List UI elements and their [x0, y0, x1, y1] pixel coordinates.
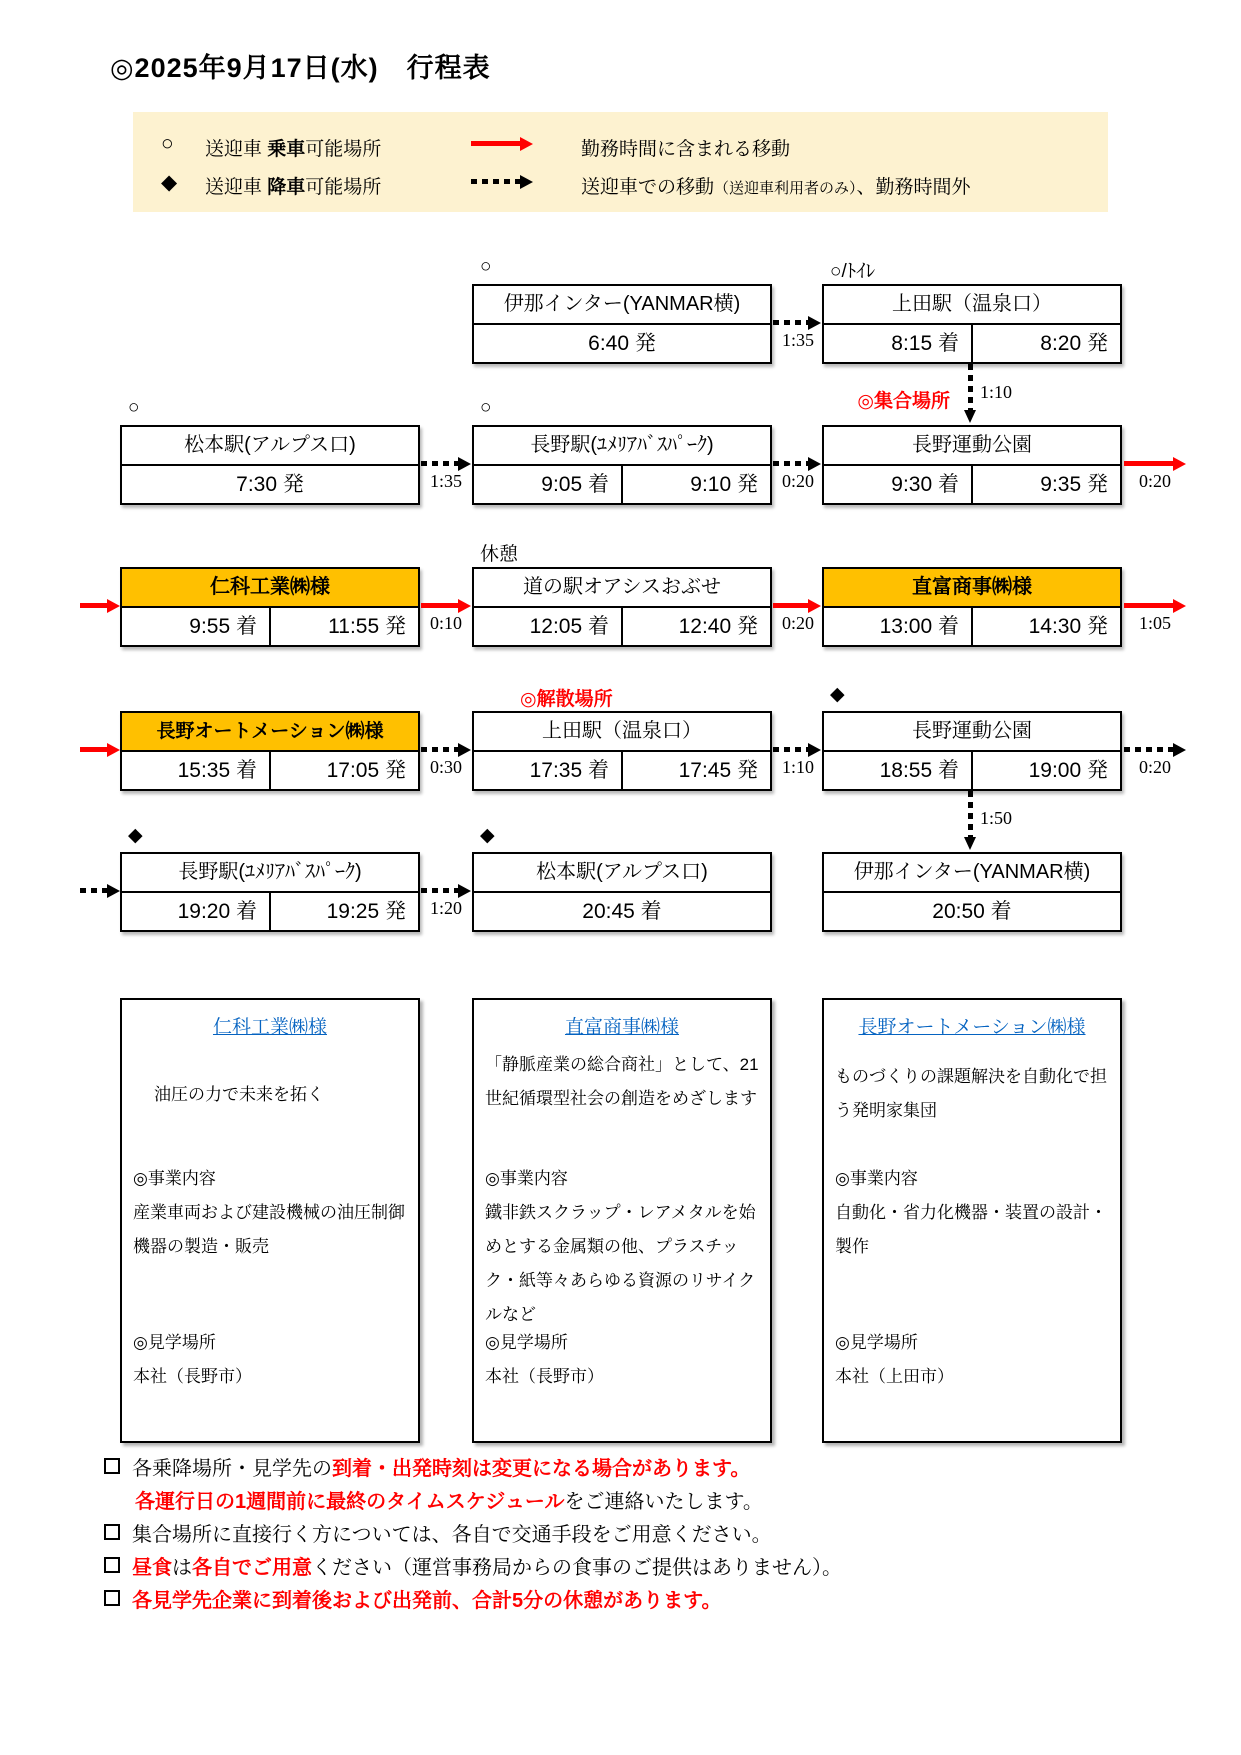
arrive-time: 9:05 着: [541, 473, 609, 496]
legend-alight-post: 可能場所: [305, 177, 382, 198]
station-name: 伊那インター(YANMAR横): [474, 286, 770, 325]
legend-work-move-label: 勤務時間に含まれる移動: [581, 139, 791, 160]
note-text-red: 到着・出発時刻は変更になる場合があります。: [332, 1458, 751, 1480]
shuttle-move-arrow: [773, 315, 821, 331]
work-move-arrow-icon: [471, 136, 533, 152]
station-michinoeki-obuse: [472, 544, 772, 647]
board-marker: ○: [480, 256, 492, 277]
meeting-point-label: ◎集合場所: [857, 391, 950, 412]
station-naotomi-shoji: [822, 567, 1122, 647]
legend-ride-post: 可能場所: [305, 139, 382, 160]
legend-alight-bold: 降車: [267, 177, 306, 198]
alight-marker: ◆: [830, 684, 845, 705]
duration-label: 0:20: [781, 613, 814, 633]
duration-label: 1:35: [429, 471, 462, 491]
station-undokoen-evening: [822, 684, 1122, 791]
station-name: 道の駅オアシスおぶせ: [474, 569, 770, 608]
legend-ride-bold: 乗車: [267, 139, 306, 160]
duration-label: 1:05: [1138, 613, 1171, 633]
visit-location: 本社（上田市）: [835, 1367, 954, 1386]
business-label: ◎事業内容: [133, 1169, 216, 1188]
note-final-timetable: [104, 1485, 763, 1514]
duration-label: 0:20: [1138, 471, 1171, 491]
duration-label: 1:50: [980, 808, 1013, 828]
legend-ride-pre: 送迎車: [205, 139, 268, 160]
depart-time: 8:20 発: [971, 325, 1120, 362]
station-nagano-automation: [120, 711, 420, 791]
note-text-red: 各自でご用意: [192, 1557, 312, 1579]
board-marker: ○: [480, 397, 492, 418]
company-stop-name: 長野オートメーション㈱様: [122, 713, 418, 752]
note-lunch: [104, 1551, 842, 1580]
station-name: 上田駅（温泉口）: [824, 286, 1120, 325]
arrive-time: 15:35 着: [177, 759, 257, 782]
depart-time: 9:35 発: [971, 466, 1120, 503]
visit-location: 本社（長野市）: [133, 1367, 252, 1386]
company-title: 直富商事㈱様: [564, 1017, 679, 1038]
shuttle-move-arrow: [421, 883, 471, 899]
company-card-nishina: [120, 998, 420, 1443]
checkbox-icon: [104, 1557, 120, 1573]
business-label: ◎事業内容: [485, 1169, 568, 1188]
note-break: [104, 1584, 722, 1613]
arrive-time: 8:15 着: [891, 332, 959, 355]
depart-time: 9:10 発: [621, 466, 770, 503]
note-text-red: 各運行日の1週間前に最終のタイムスケジュール: [135, 1491, 565, 1513]
dissolution-point-label: ◎解散場所: [520, 689, 613, 710]
legend-ride-label: [205, 134, 381, 161]
depart-time: 14:30 発: [971, 608, 1120, 645]
rest-label: 休憩: [480, 544, 519, 565]
visit-label: ◎見学場所: [835, 1333, 918, 1352]
station-matsumoto-night: [472, 825, 772, 932]
work-move-arrow: [80, 598, 120, 614]
depart-time: 12:40 発: [621, 608, 770, 645]
shuttle-move-arrow-vertical: [964, 364, 977, 423]
shuttle-move-arrow: [421, 456, 471, 472]
company-tagline: 油圧の力で未来を拓く: [154, 1085, 324, 1104]
legend-alight-pre: 送迎車: [205, 177, 268, 198]
station-name: 松本駅(アルプス口): [122, 427, 418, 466]
company-title: 長野オートメーション㈱様: [858, 1017, 1086, 1038]
arrive-time: 13:00 着: [879, 615, 959, 638]
legend-shuttle-main: 送迎車での移動: [581, 177, 715, 198]
circle-marker-icon: ○: [161, 132, 174, 155]
alight-marker: ◆: [128, 825, 143, 846]
note-direct-access: [104, 1518, 772, 1547]
company-card-naotomi: [472, 998, 772, 1443]
note-text-red: 昼食: [132, 1557, 172, 1579]
legend-shuttle-note: （送迎車利用者のみ）: [714, 180, 857, 197]
board-marker: ○: [128, 397, 140, 418]
depart-time: 7:30 発: [236, 473, 304, 496]
station-naganoeki-morning: [472, 397, 772, 505]
company-card-nagano-automation: [822, 998, 1122, 1443]
station-name: 松本駅(アルプス口): [474, 854, 770, 893]
company-title: 仁科工業㈱様: [212, 1017, 327, 1038]
shuttle-move-arrow: [1124, 742, 1186, 758]
legend-box: [133, 112, 1108, 212]
board-toilet-marker: ○/ﾄｲﾚ: [830, 261, 876, 282]
arrive-time: 17:35 着: [529, 759, 609, 782]
station-ina-inter-night: [822, 852, 1122, 932]
work-move-arrow: [80, 742, 120, 758]
shuttle-move-arrow: [773, 456, 821, 472]
depart-time: 11:55 発: [269, 608, 418, 645]
company-stop-name: 仁科工業㈱様: [122, 569, 418, 608]
depart-time: 17:45 発: [621, 752, 770, 789]
station-naganoeki-night: [120, 825, 420, 932]
note-text: 各乗降場所・見学先の: [132, 1458, 332, 1480]
duration-label: 0:20: [1138, 757, 1171, 777]
work-move-arrow: [1124, 598, 1186, 614]
duration-label: 1:35: [781, 330, 814, 350]
station-name: 長野駅(ﾕﾒﾘｱﾊﾞｽﾊﾟｰｸ): [122, 854, 418, 893]
checkbox-icon: [104, 1458, 120, 1474]
legend-shuttle-tail: 、勤務時間外: [856, 177, 971, 198]
shuttle-move-arrow: [421, 742, 471, 758]
arrive-time: 18:55 着: [879, 759, 959, 782]
page-title: ◎2025年9月17日(水) 行程表: [110, 53, 491, 83]
station-name: 長野運動公園: [824, 427, 1120, 466]
legend-shuttle-move-label: [581, 172, 971, 199]
business-description: 自動化・省力化機器・装置の設計・製作: [835, 1203, 1107, 1256]
shuttle-move-arrow: [773, 742, 821, 758]
note-text: をご連絡いたします。: [564, 1491, 763, 1513]
note-text: 集合場所に直接行く方については、各自で交通手段をご用意ください。: [132, 1524, 772, 1546]
arrive-time: 19:20 着: [177, 900, 257, 923]
arrive-time: 9:30 着: [891, 473, 959, 496]
station-ina-inter-morning: [472, 256, 772, 364]
business-description: 産業車両および建設機械の油圧制御機器の製造・販売: [133, 1203, 405, 1256]
station-undokoen-morning: [822, 425, 1122, 505]
visit-location: 本社（長野市）: [485, 1367, 604, 1386]
visit-label: ◎見学場所: [485, 1333, 568, 1352]
depart-time: 17:05 発: [269, 752, 418, 789]
station-matsumoto-morning: [120, 397, 420, 505]
business-description: 鐵非鉄スクラップ・レアメタルを始めとする金属類の他、プラスチック・紙等々あらゆる資源のリサイクルなど: [485, 1203, 756, 1324]
duration-label: 0:10: [429, 613, 462, 633]
duration-label: 1:10: [980, 382, 1013, 402]
visit-label: ◎見学場所: [133, 1333, 216, 1352]
checkbox-icon: [104, 1524, 120, 1540]
shuttle-move-arrow: [80, 883, 120, 899]
duration-label: 0:30: [429, 757, 462, 777]
depart-time: 6:40 発: [588, 332, 656, 355]
station-ueda-morning: [822, 261, 1122, 364]
station-name: 上田駅（温泉口）: [474, 713, 770, 752]
arrive-time: 9:55 着: [189, 615, 257, 638]
depart-time: 19:25 発: [269, 893, 418, 930]
arrive-time: 20:45 着: [582, 900, 662, 923]
station-name: 伊那インター(YANMAR横): [824, 854, 1120, 893]
depart-time: 19:00 発: [971, 752, 1120, 789]
company-tagline: 「静脈産業の総合商社」として、21世紀循環型社会の創造をめざします: [485, 1055, 759, 1108]
duration-label: 0:20: [781, 471, 814, 491]
company-stop-name: 直富商事㈱様: [824, 569, 1120, 608]
alight-marker: ◆: [480, 825, 495, 846]
note-text: は: [172, 1557, 192, 1579]
work-move-arrow: [421, 598, 471, 614]
legend-alight-label: [205, 172, 381, 199]
station-name: 長野運動公園: [824, 713, 1120, 752]
station-name: 長野駅(ﾕﾒﾘｱﾊﾞｽﾊﾟｰｸ): [474, 427, 770, 466]
station-ueda-evening: [472, 711, 772, 791]
business-label: ◎事業内容: [835, 1169, 918, 1188]
work-move-arrow: [1124, 456, 1186, 472]
shuttle-move-arrow-icon: [471, 174, 533, 190]
duration-label: 1:10: [781, 757, 814, 777]
diamond-marker-icon: ◆: [161, 171, 178, 194]
station-nishina-kogyo: [120, 567, 420, 647]
checkbox-icon: [104, 1590, 120, 1606]
shuttle-move-arrow-vertical: [964, 791, 977, 850]
note-text: ください（運営事務局からの食事のご提供はありません）。: [312, 1557, 842, 1579]
arrive-time: 12:05 着: [529, 615, 609, 638]
duration-label: 1:20: [429, 898, 462, 918]
note-text-red: 各見学先企業に到着後および出発前、合計5分の休憩があります。: [132, 1590, 722, 1612]
arrive-time: 20:50 着: [932, 900, 1012, 923]
company-tagline: ものづくりの課題解決を自動化で担う発明家集団: [835, 1067, 1107, 1120]
work-move-arrow: [773, 598, 821, 614]
note-schedule-change: [104, 1452, 750, 1481]
